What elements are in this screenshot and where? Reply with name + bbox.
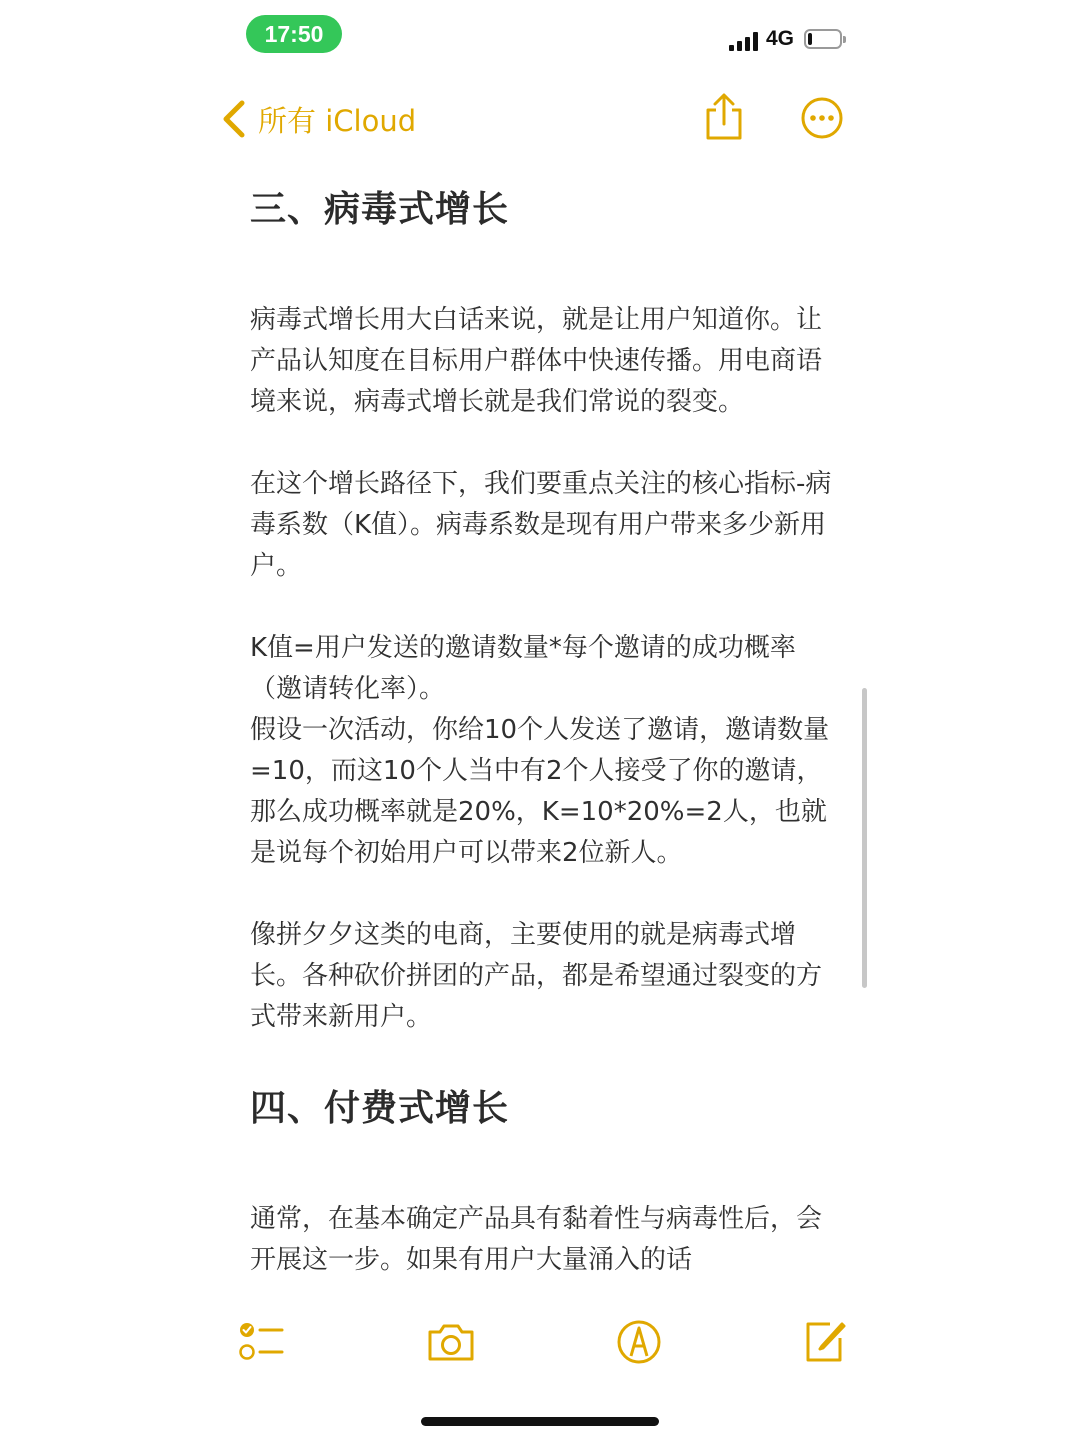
spacer <box>250 240 840 300</box>
network-type: 4G <box>766 27 795 50</box>
signal-icon <box>729 31 761 51</box>
note-heading: 四、付费式增长 <box>250 1088 510 1129</box>
markup-icon[interactable] <box>613 1316 665 1368</box>
note-paragraph: K值=用户发送的邀请数量*每个邀请的成功概率（邀请转化率）。 <box>250 633 796 704</box>
compose-icon[interactable] <box>800 1316 852 1368</box>
note-body[interactable] <box>250 180 840 1290</box>
note-paragraph: 假设一次活动，你给10个人发送了邀请，邀请数量=10，而这10个人当中有2个人接受了你的邀请，那么成功概率就是20%，K=10*20%=2人，也就是说每个初始用户可以带来2位新人。 <box>250 715 830 868</box>
note-paragraph: 在这个增长路径下，我们要重点关注的核心指标-病毒系数（K值）。病毒系数是现有用户带来多少新用户。 <box>250 469 832 581</box>
spacer <box>250 1139 840 1199</box>
spacer <box>250 587 840 628</box>
camera-icon[interactable] <box>425 1316 477 1368</box>
back-button[interactable] <box>220 94 416 144</box>
spacer <box>250 874 840 915</box>
scrollbar[interactable] <box>862 688 867 988</box>
status-time: 17:50 <box>246 15 342 53</box>
home-indicator[interactable] <box>421 1417 659 1426</box>
note-paragraph: 像拼夕夕这类的电商，主要使用的就是病毒式增长。各种砍价拼团的产品，都是希望通过裂变的方式带来新用户。 <box>250 920 823 1032</box>
chevron-left-icon <box>220 99 250 139</box>
nav-bar <box>0 80 1080 160</box>
battery-icon <box>804 29 842 49</box>
share-icon[interactable] <box>702 92 746 142</box>
note-paragraph: 病毒式增长用大白话来说，就是让用户知道你。让产品认知度在目标用户群体中快速传播。用电商语境来说，病毒式增长就是我们常说的裂变。 <box>250 305 823 417</box>
spacer <box>250 423 840 464</box>
status-bar <box>0 0 1080 70</box>
note-heading: 三、病毒式增长 <box>250 189 510 230</box>
bottom-toolbar <box>0 1300 1080 1390</box>
spacer <box>250 1038 840 1079</box>
checklist-icon[interactable] <box>236 1316 288 1368</box>
more-icon[interactable] <box>800 96 844 140</box>
back-label: 所有 iCloud <box>258 103 417 138</box>
note-paragraph: 通常，在基本确定产品具有黏着性与病毒性后，会开展这一步。如果有用户大量涌入的话 <box>250 1204 823 1275</box>
